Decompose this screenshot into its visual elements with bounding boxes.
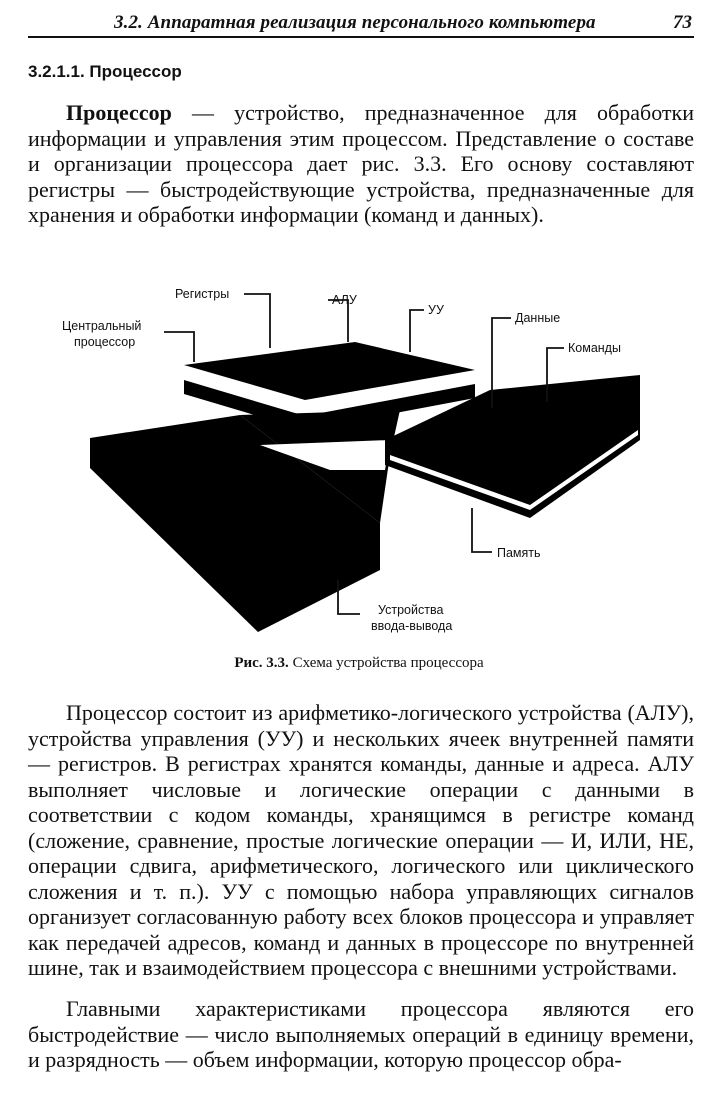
paragraph-characteristics: Главными характеристиками процессора являются его быстродействие — число выполняемых операций в единицу времени, и разрядность — объем информации, которую процессор обра- [28, 996, 694, 1072]
term-processor: Процессор [66, 100, 172, 125]
page-number: 73 [673, 12, 692, 33]
label-io-line1: Устройства [378, 603, 444, 617]
figure-caption [0, 655, 718, 672]
figure-caption-number: Рис. 3.3. [234, 655, 289, 671]
cpu-top-slab [184, 342, 475, 400]
figure-processor-diagram [60, 280, 660, 660]
label-cu: УУ [428, 303, 444, 317]
label-memory: Память [497, 546, 541, 560]
processor-diagram [60, 280, 660, 660]
running-header-title: 3.2. Аппаратная реализация персонального компьютера [114, 12, 596, 33]
label-commands: Команды [568, 341, 621, 355]
label-registers: Регистры [175, 287, 230, 301]
paragraph-structure: Процессор состоит из арифметико-логического устройства (АЛУ), устройства управления (УУ) и нескольких ячеек внутренней памяти — регистров. В регистрах хранятся команды, данные и адреса. АЛУ выполняет числовые и логические операции с данными в соответствии с кодом команды, хранящимся в регистре команд (сложение, сравнение, простые логические операции — И, ИЛИ, НЕ, операции сдвига, арифметического, логического или циклического сложения и т. п.). УУ с помощью набора управляющих сигналов организует согласованную работу всех блоков процессора и управляет как передачей адресов, команд и данных в процессоре по внутренней шине, так и взаимодействием процессора с внешними устройствами. [28, 700, 694, 980]
paragraph-definition-text: — устройство, предназначенное для обработки информации и управления этим процессом. Представление о составе и организации процессора дает рис. 3.3. Его основу составляют регистры — быстродействующие устройства, предназначенные для хранения и обработки информации (команд и данных). [28, 100, 694, 227]
paragraph-definition [28, 100, 694, 228]
label-cpu-line1: Центральный [62, 319, 142, 333]
label-data: Данные [515, 311, 561, 325]
label-cpu-line2: процессор [74, 335, 136, 349]
label-io-line2: ввода-вывода [371, 619, 453, 633]
figure-caption-text: Схема устройства процессора [288, 655, 484, 671]
section-heading: 3.2.1.1. Процессор [28, 62, 182, 81]
label-alu: АЛУ [332, 293, 357, 307]
running-header [28, 12, 694, 38]
